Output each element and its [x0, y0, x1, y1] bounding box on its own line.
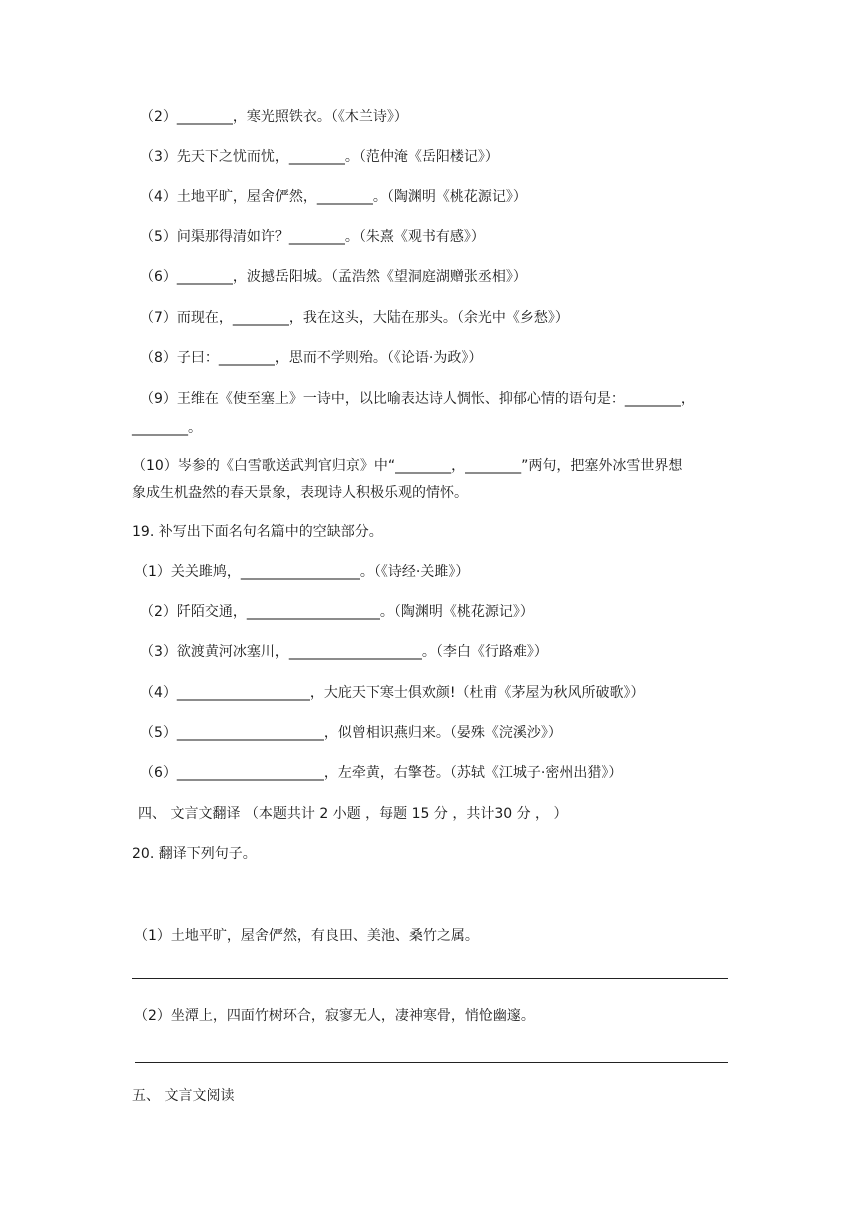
q19-item-1: （1）关关雎鸠，_________________。（《诗经·关雎》）	[134, 564, 470, 580]
q18-item-10-cont: 象成生机盎然的春天景象，表现诗人积极乐观的情怀。	[132, 485, 468, 501]
question-19-heading: 19. 补写出下面名句名篇中的空缺部分。	[132, 524, 383, 540]
question-20-heading: 20. 翻译下列句子。	[132, 846, 257, 862]
q20-item-2: （2）坐潭上，四面竹树环合，寂寥无人，凄神寒骨，悄怆幽邃。	[134, 1008, 535, 1024]
q18-item-10: （10）岑参的《白雪歌送武判官归京》中“________，________”两句，把塞外冰雪世界想	[132, 458, 683, 474]
answer-line-2	[135, 1062, 728, 1063]
answer-line-1	[132, 978, 728, 979]
q19-item-4: （4）___________________，大庇天下寒士俱欢颜!（杜甫《茅屋为秋风所破歌》）	[140, 685, 645, 701]
q18-item-7: （7）而现在，________，我在这头，大陆在那头。（余光中《乡愁》）	[140, 310, 569, 326]
q19-item-2: （2）阡陌交通，___________________。（陶渊明《桃花源记》）	[140, 604, 534, 620]
q18-item-9: （9）王维在《使至塞上》一诗中，以比喻表达诗人惆怅、抑郁心情的语句是：________，	[140, 391, 695, 407]
q18-item-8: （8）子曰：________，思而不学则殆。（《论语·为政》）	[140, 350, 483, 366]
q20-item-1: （1）土地平旷，屋舍俨然，有良田、美池、桑竹之属。	[134, 928, 479, 944]
section-4-heading: 四、 文言文翻译 （本题共计 2 小题 ，每题 15 分 ，共计30 分 ， ）	[138, 806, 568, 822]
q19-item-6: （6）_____________________，左牵黄，右擎苍。（苏轼《江城子·密州出猎》）	[140, 765, 623, 781]
section-5-heading: 五、 文言文阅读	[132, 1088, 235, 1104]
q19-item-5: （5）_____________________，似曾相识燕归来。（晏殊《浣溪沙》）	[140, 725, 562, 741]
q18-item-4: （4）土地平旷，屋舍俨然，________。（陶渊明《桃花源记》）	[140, 189, 527, 205]
q18-item-5: （5）问渠那得清如许？________。（朱熹《观书有感》）	[140, 229, 485, 245]
q19-item-3: （3）欲渡黄河冰塞川，___________________。（李白《行路难》）	[140, 644, 548, 660]
q18-item-3: （3）先天下之忧而忧，________。（范仲淹《岳阳楼记》）	[140, 149, 499, 165]
q18-item-6: （6）________，波撼岳阳城。（孟浩然《望洞庭湖赠张丞相》）	[140, 269, 527, 285]
q18-item-2: （2）________，寒光照铁衣。（《木兰诗》）	[140, 109, 408, 125]
q18-item-9-cont: ________。	[132, 420, 202, 436]
